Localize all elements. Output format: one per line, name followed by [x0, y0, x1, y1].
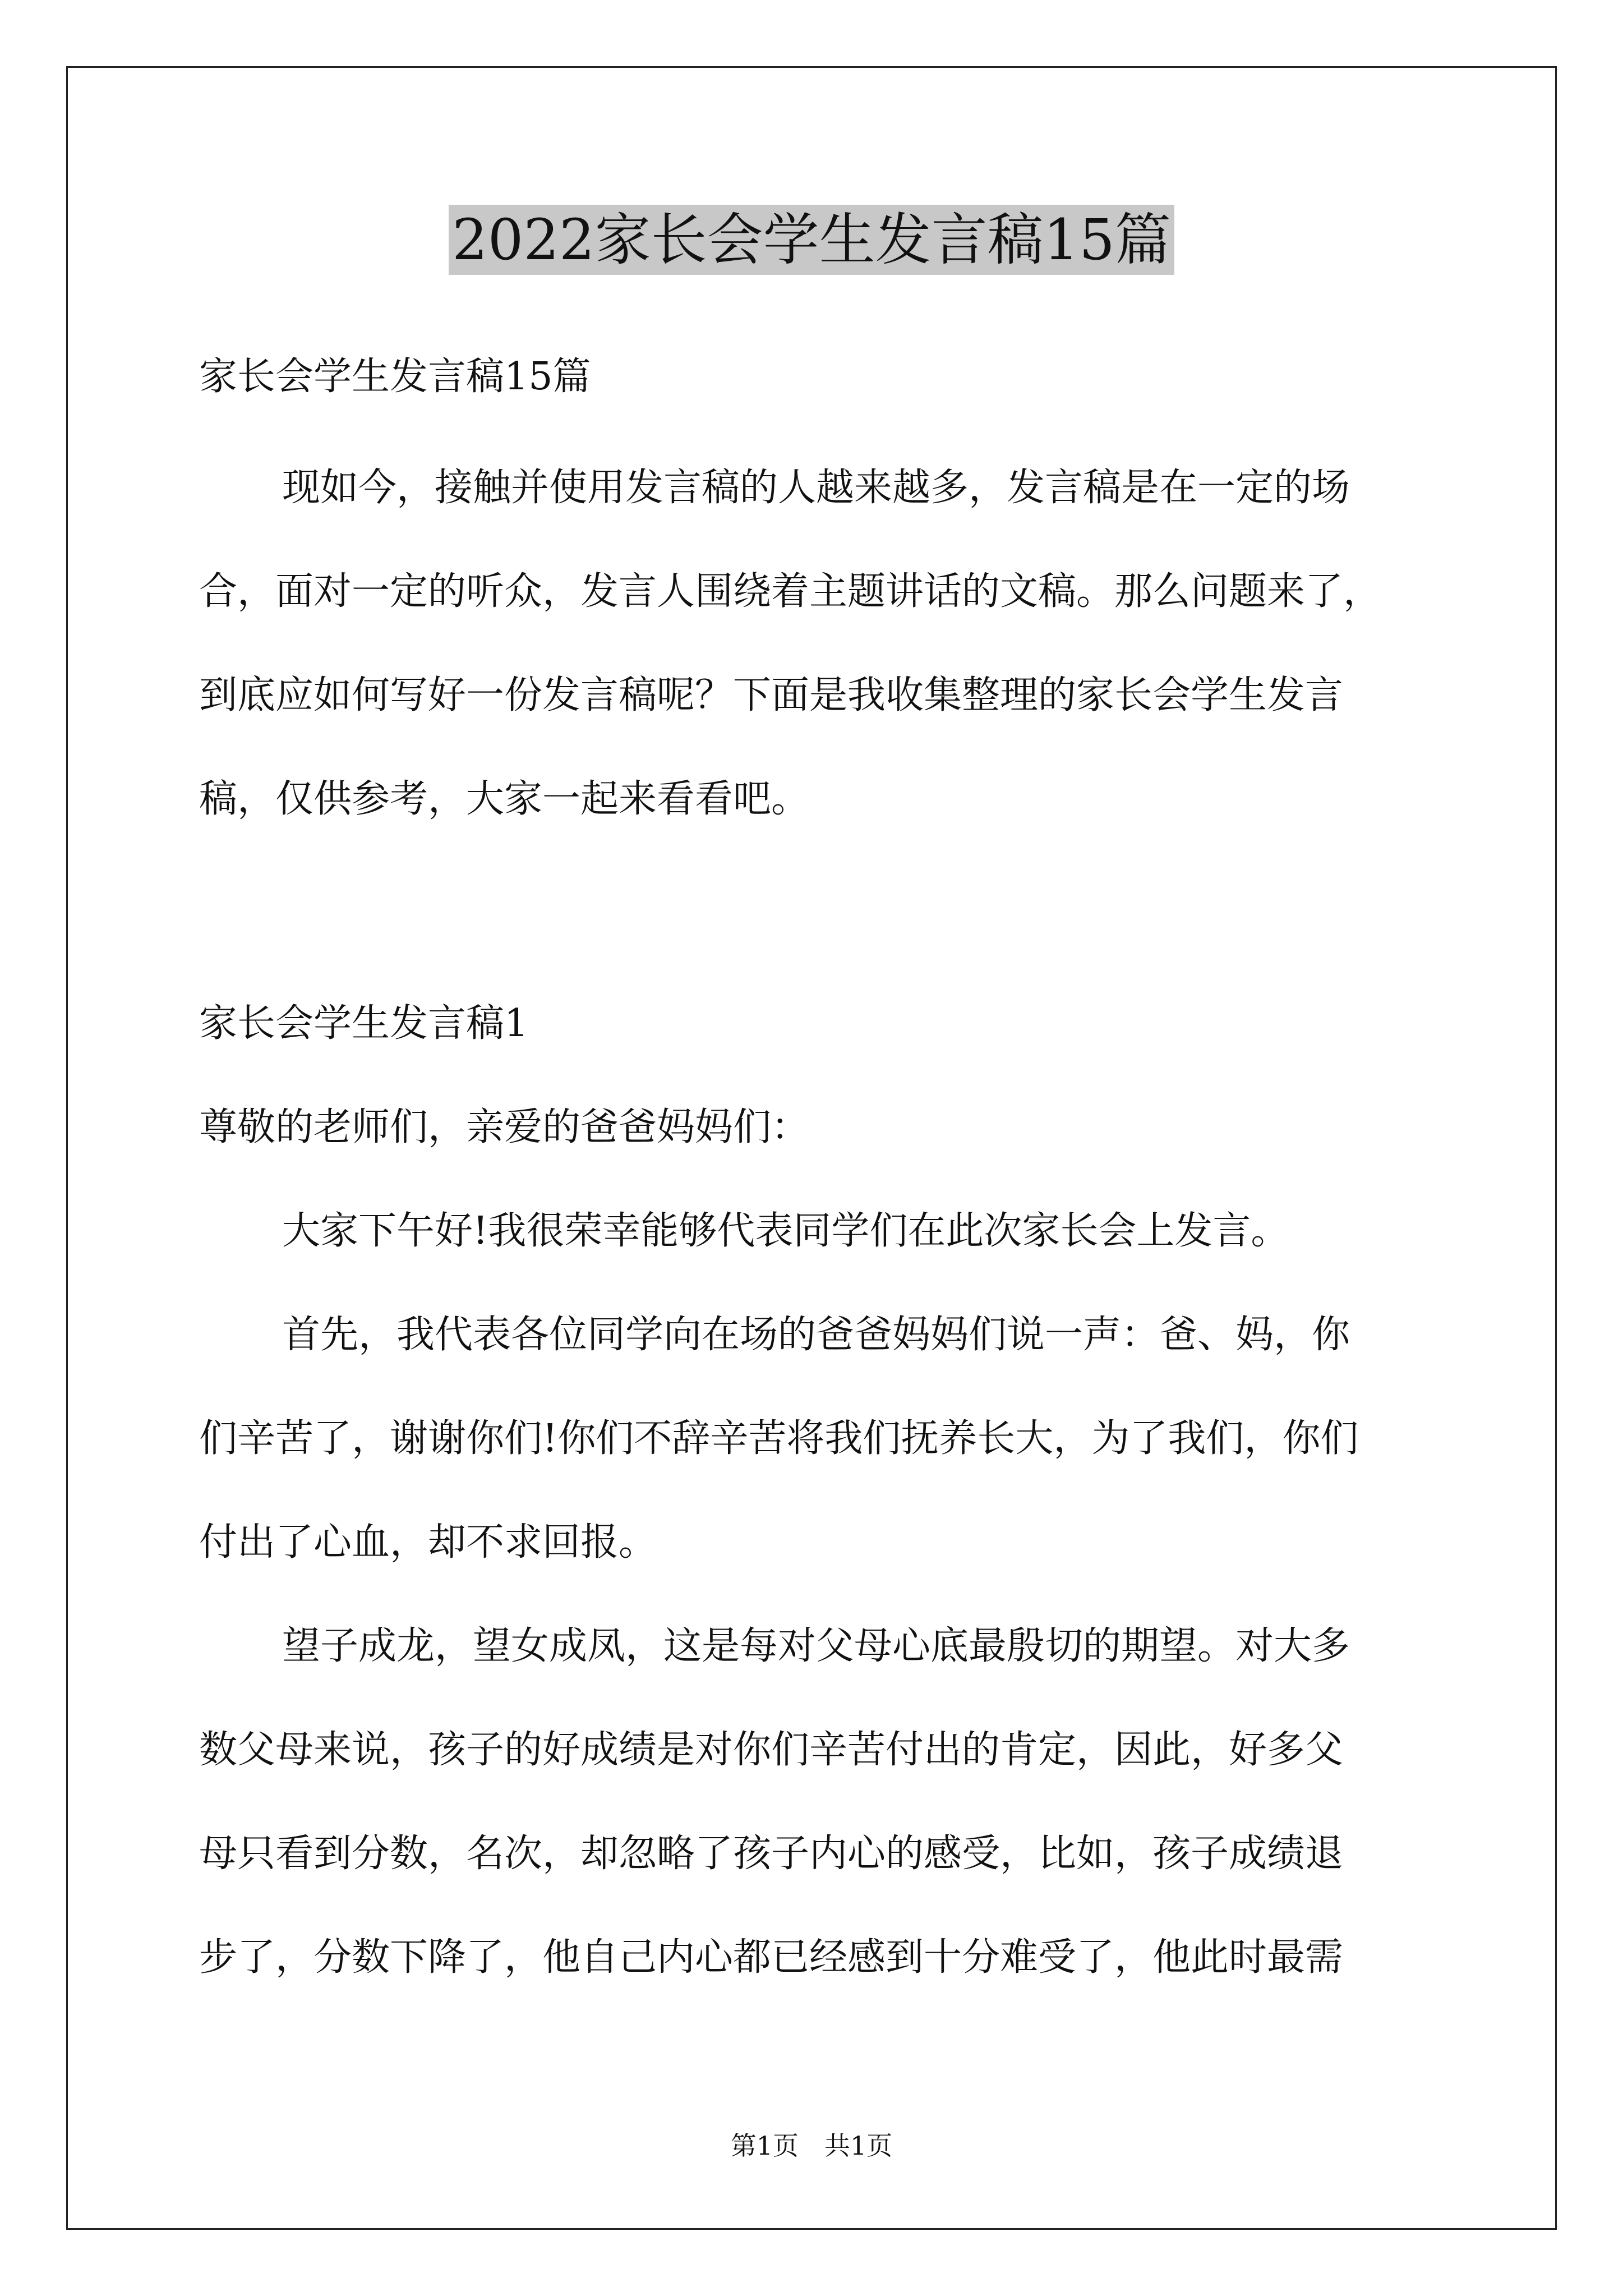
intro-line: 现如今，接触并使用发言稿的人越来越多，发言稿是在一定的场 — [282, 466, 1350, 510]
body-line: 望子成龙，望女成凤，这是每对父母心底最殷切的期望。对大多 — [282, 1624, 1350, 1668]
section-heading: 家长会学生发言稿1 — [199, 1001, 529, 1046]
page-footer: 第1页 共1页 — [730, 2131, 893, 2161]
body-line: 母只看到分数，名次，却忽略了孩子内心的感受，比如，孩子成绩退 — [199, 1832, 1344, 1876]
intro-line: 到底应如何写好一份发言稿呢？下面是我收集整理的家长会学生发言 — [199, 673, 1344, 717]
body-line: 步了，分数下降了，他自己内心都已经感到十分难受了，他此时最需 — [199, 1935, 1344, 1980]
intro-line: 合，面对一定的听众，发言人围绕着主题讲话的文稿。那么问题来了， — [199, 569, 1382, 614]
intro-line: 稿，仅供参考，大家一起来看看吧。 — [199, 777, 810, 821]
salutation: 尊敬的老师们，亲爱的爸爸妈妈们： — [199, 1105, 810, 1149]
body-line: 数父母来说，孩子的好成绩是对你们辛苦付出的肯定，因此，好多父 — [199, 1728, 1344, 1772]
body-line: 首先，我代表各位同学向在场的爸爸妈妈们说一声：爸、妈，你 — [282, 1313, 1350, 1357]
subtitle: 家长会学生发言稿15篇 — [199, 355, 591, 399]
body-line: 付出了心血，却不求回报。 — [199, 1520, 657, 1565]
body-line: 大家下午好!我很荣幸能够代表同学们在此次家长会上发言。 — [282, 1209, 1289, 1253]
document-title-text: 2022家长会学生发言稿15篇 — [449, 205, 1174, 275]
document-title — [0, 201, 1623, 279]
body-line: 们辛苦了，谢谢你们!你们不辞辛苦将我们抚养长大，为了我们，你们 — [199, 1416, 1359, 1461]
